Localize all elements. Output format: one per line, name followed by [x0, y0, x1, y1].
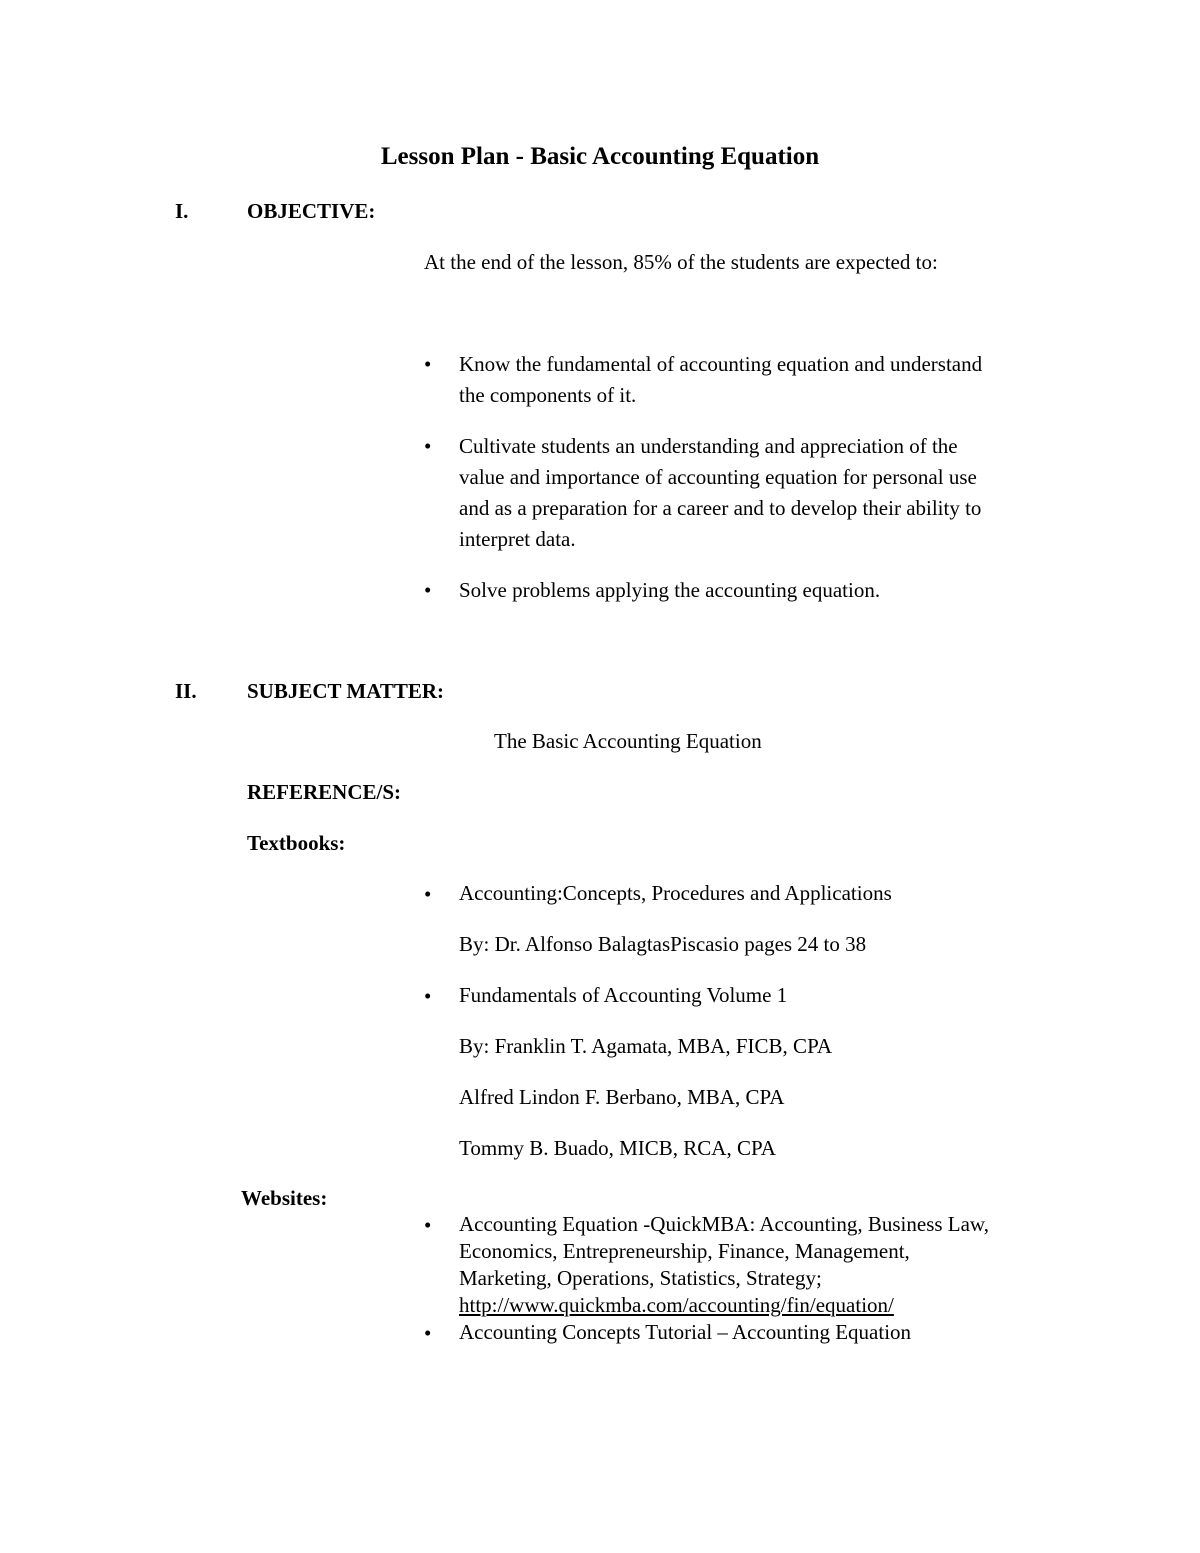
- objective-line: value and importance of accounting equation for personal use: [459, 465, 977, 489]
- objective-line: Know the fundamental of accounting equation and understand: [459, 352, 983, 376]
- objective-intro: At the end of the lesson, 85% of the students are expected to:: [424, 250, 938, 274]
- website-line: Economics, Entrepreneurship, Finance, Management,: [459, 1239, 910, 1263]
- objective-item: [459, 349, 982, 411]
- textbook-author: By: Dr. Alfonso BalagtasPiscasio pages 24 to 38: [459, 932, 867, 956]
- website-item: [459, 1211, 989, 1319]
- objective-item: [459, 431, 981, 555]
- objective-line: the components of it.: [459, 383, 637, 407]
- website-line: Marketing, Operations, Statistics, Strategy;: [459, 1266, 822, 1290]
- section-2-heading: SUBJECT MATTER:: [247, 679, 445, 703]
- websites-label: Websites:: [241, 1186, 328, 1210]
- objective-line: and as a preparation for a career and to develop their ability to: [459, 496, 982, 520]
- bullet-glyph: •: [424, 1321, 432, 1345]
- textbook-author: By: Franklin T. Agamata, MBA, FICB, CPA: [459, 1034, 832, 1058]
- textbook-title: Fundamentals of Accounting Volume 1: [459, 983, 788, 1007]
- textbooks-label: Textbooks:: [247, 831, 346, 855]
- page-title: Lesson Plan - Basic Accounting Equation: [380, 143, 820, 170]
- section-1-numeral: I.: [175, 199, 189, 223]
- bullet-glyph: •: [424, 1213, 432, 1237]
- bullet-glyph: •: [424, 984, 432, 1008]
- website-url-link[interactable]: http://www.quickmba.com/accounting/fin/equation/: [459, 1293, 894, 1317]
- bullet-glyph: •: [424, 882, 432, 906]
- textbook-title: Accounting:Concepts, Procedures and Applications: [459, 881, 892, 905]
- section-1-heading: OBJECTIVE:: [247, 199, 376, 223]
- website-line: Accounting Equation -QuickMBA: Accounting, Business Law,: [459, 1212, 989, 1236]
- references-label: REFERENCE/S:: [247, 780, 402, 804]
- textbook-author: Tommy B. Buado, MICB, RCA, CPA: [459, 1136, 776, 1160]
- objective-line: interpret data.: [459, 527, 576, 551]
- section-2-numeral: II.: [175, 679, 197, 703]
- subject-topic: The Basic Accounting Equation: [494, 729, 762, 753]
- bullet-glyph: •: [424, 434, 432, 458]
- bullet-glyph: •: [424, 578, 432, 602]
- bullet-glyph: •: [424, 352, 432, 376]
- objective-line: Cultivate students an understanding and appreciation of the: [459, 434, 958, 458]
- textbook-author: Alfred Lindon F. Berbano, MBA, CPA: [459, 1085, 785, 1109]
- objective-item: Solve problems applying the accounting equation.: [459, 578, 881, 602]
- website-item: Accounting Concepts Tutorial – Accounting Equation: [459, 1320, 912, 1344]
